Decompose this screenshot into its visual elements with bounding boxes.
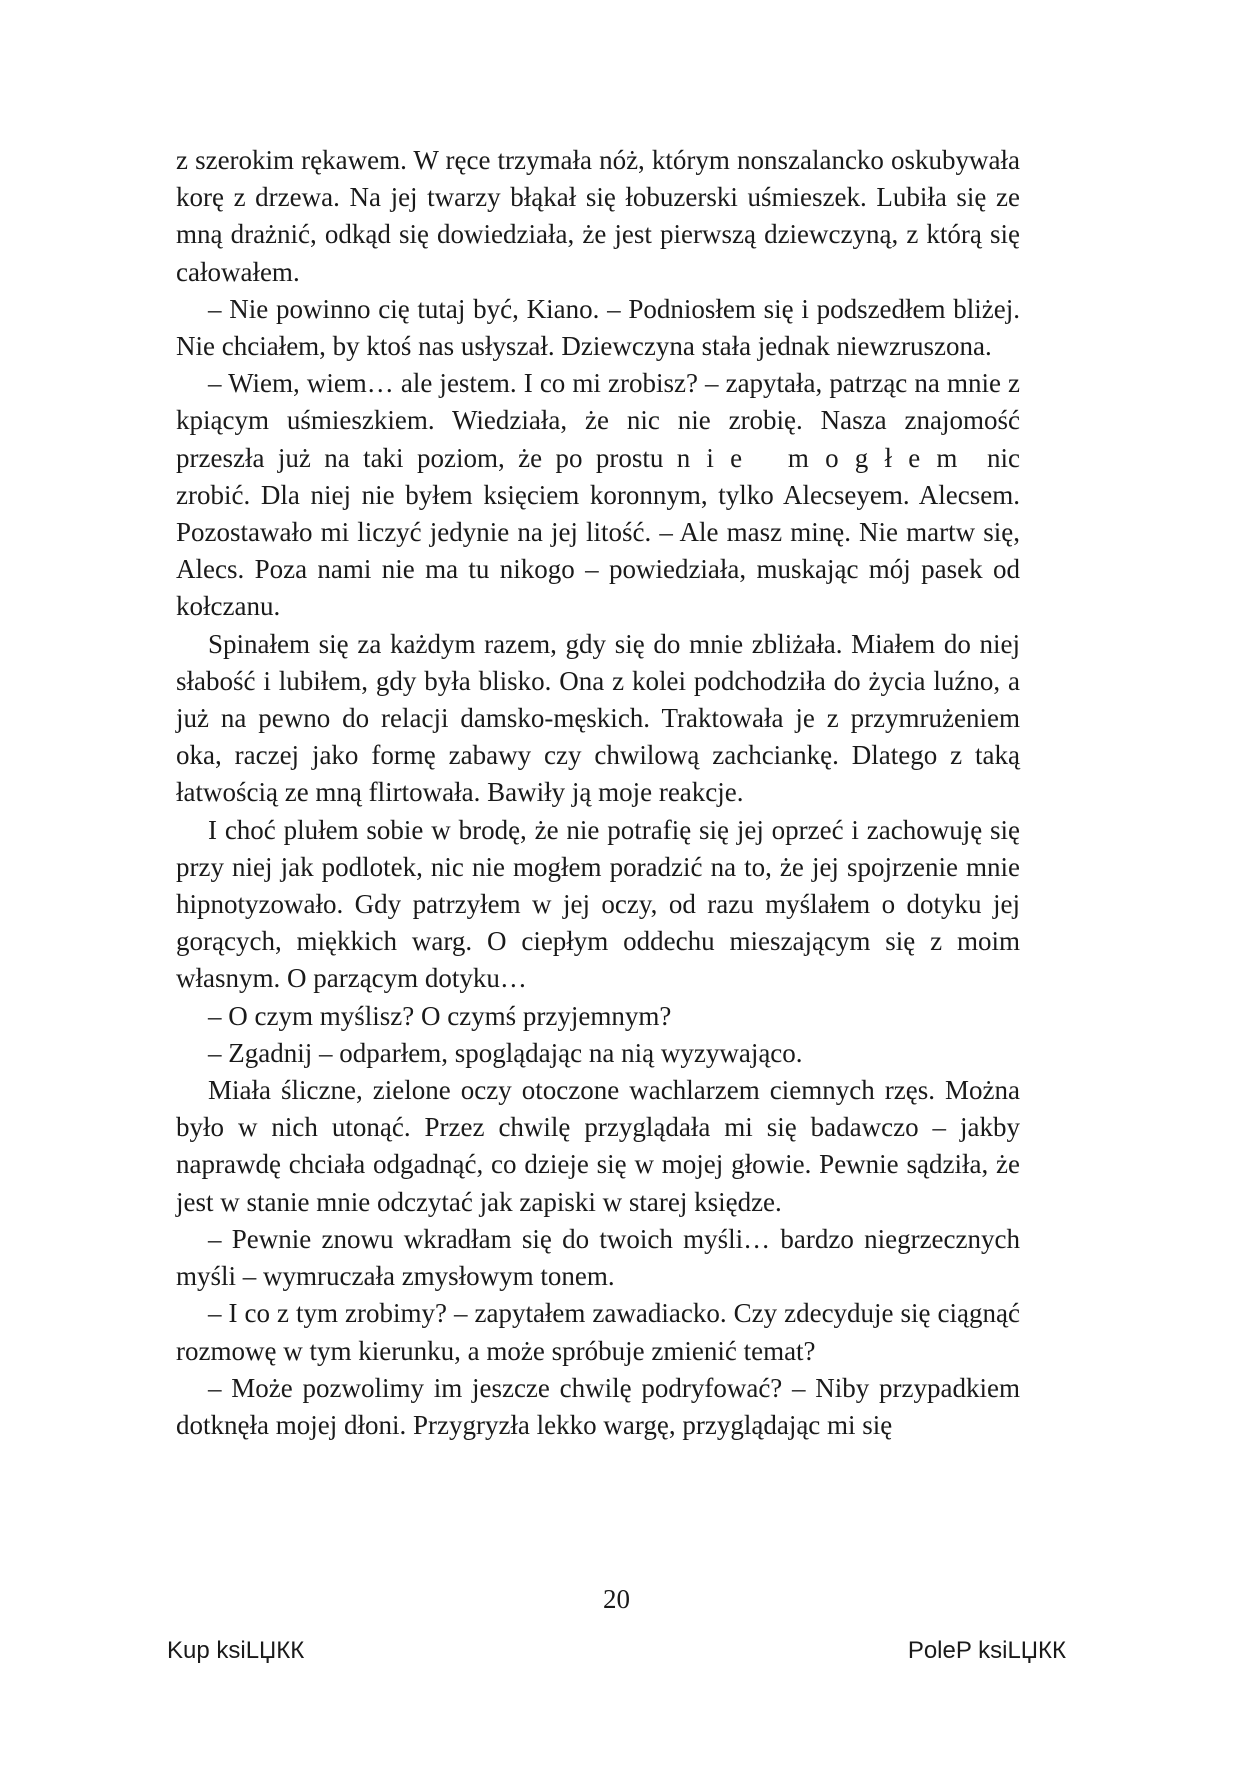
paragraph: – Pewnie znowu wkradłam się do twoich myśli… bardzo niegrzecznych myśli – wymruczała zmysłowym tonem. [176, 1223, 1020, 1292]
paragraph-text: nic zrobić. Dla niej nie byłem księciem koronnym, tylko Alecseyem. Alecsem. Pozostawało mi liczyć jedynie na jej litość. – Ale masz minę. Nie martw się, Alecs. Poza nami nie ma tu nikogo – powiedziała, muskając mój pasek od kołczanu. [176, 442, 1020, 622]
page-body-text [176, 142, 1020, 1444]
paragraph: – Może pozwolimy im jeszcze chwilę podryfować? – Niby przypadkiem dotknęła mojej dłoni. Przygryzła lekko wargę, przyglądając mi się [176, 1372, 1020, 1440]
paragraph: – O czym myślisz? O czymś przyjemnym? [208, 1000, 672, 1031]
page-number: 20 [603, 1584, 630, 1614]
paragraph: – Zgadnij – odparłem, spoglądając na nią wyzywająco. [208, 1037, 803, 1068]
order-book-link[interactable]: PoleP ksiLЏКК [907, 1637, 1066, 1664]
buy-book-link[interactable]: Kup ksiLЏКК [167, 1637, 305, 1664]
paragraph: – I co z tym zrobimy? – zapytałem zawadiacko. Czy zdecyduje się ciągnąć rozmowę w tym kierunku, a może spróbuje zmienić temat? [176, 1298, 1020, 1366]
paragraph-text: – Wiem, wiem… ale jestem. I co mi zrobisz? – zapytała, patrząc na mnie z kpiącym uśmieszkiem. Wiedziała, że nic nie zrobię. Nasza znajomość przeszła już na taki poziom, że po prostu [176, 368, 1020, 473]
paragraph: – Nie powinno cię tutaj być, Kiano. – Podniosłem się i podszedłem bliżej. Nie chciałem, by ktoś nas usłyszał. Dziewczyna stała jednak niewzruszona. [176, 293, 1020, 362]
paragraph: Miała śliczne, zielone oczy otoczone wachlarzem ciemnych rzęs. Można było w nich utonąć. Przez chwilę przyglądała mi się badawczo – jakby naprawdę chciała odgadnąć, co dzieje się w mojej głowie. Pewnie sądziła, że jest w stanie mnie odczytać jak zapiski w starej księdze. [176, 1075, 1020, 1217]
paragraph: I choć plułem sobie w brodę, że nie potrafię się jej oprzeć i zachowuję się przy niej jak podlotek, nic nie mogłem poradzić na to, że jej spojrzenie mnie hipnotyzowało. Gdy patrzyłem w jej oczy, od razu myślałem o dotyku jej gorących, miękkich warg. O ciepłym oddechu mieszającym się z moim własnym. O parzącym dotyku… [176, 814, 1020, 994]
paragraph: Spinałem się za każdym razem, gdy się do mnie zbliżała. Miałem do niej słabość i lubiłem, gdy była blisko. Ona z kolei podchodziła do życia luźno, a już na pewno do relacji damsko-męskich. Traktowała je z przymrużeniem oka, raczej jako formę zabawy czy chwilową zachciankę. Dlatego z taką łatwością ze mną flirtowała. Bawiły ją moje reakcje. [176, 628, 1020, 808]
spaced-emphasis: nie mogłem [676, 442, 974, 473]
paragraph [176, 365, 1020, 625]
paragraph: z szerokim rękawem. W ręce trzymała nóż, którym nonszalancko oskubywała korę z drzewa. Na jej twarzy błąkał się łobuzerski uśmieszek. Lubiła się ze mną drażnić, odkąd się dowiedziała, że jest pierwszą dziewczyną, z którą się całowałem. [176, 145, 1020, 287]
